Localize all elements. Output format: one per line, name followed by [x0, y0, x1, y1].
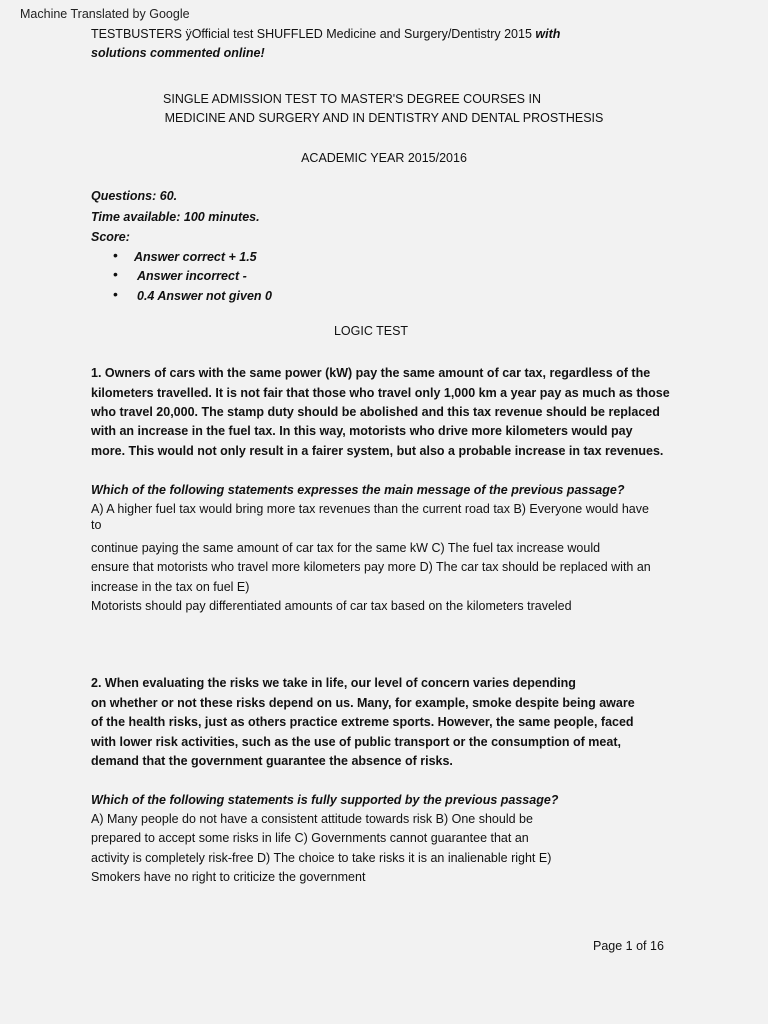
- q1-passage-line: kilometers travelled. It is not fair that those who travel only 1,000 km a year pay as much as those: [91, 386, 670, 400]
- score-correct: Answer correct + 1.5: [134, 250, 257, 264]
- score-not-given: 0.4 Answer not given 0: [137, 289, 272, 303]
- q2-passage-line: with lower risk activities, such as the use of public transport or the consumption of meat,: [91, 735, 621, 749]
- q2-question: Which of the following statements is fully supported by the previous passage?: [91, 793, 559, 807]
- questions-count: Questions: 60.: [91, 189, 178, 203]
- page-number: Page 1 of 16: [593, 939, 664, 953]
- machine-translation-watermark: Machine Translated by Google: [20, 7, 190, 21]
- title-line-1: SINGLE ADMISSION TEST TO MASTER'S DEGREE COURSES IN: [163, 92, 541, 106]
- header-text: TESTBUSTERS ÿOfficial test SHUFFLED Medicine and Surgery/Dentistry 2015: [91, 27, 536, 41]
- score-incorrect: Answer incorrect -: [137, 269, 247, 283]
- bullet-glyph: •: [113, 286, 118, 302]
- q1-answer-line: ensure that motorists who travel more kilometers pay more D) The car tax should be replaced with an: [91, 560, 651, 574]
- q1-answer-line: Motorists should pay differentiated amounts of car tax based on the kilometers traveled: [91, 599, 572, 613]
- q2-answer-line: Smokers have no right to criticize the government: [91, 870, 366, 884]
- q1-answer-line: to: [91, 518, 102, 532]
- q1-question: Which of the following statements expresses the main message of the previous passage?: [91, 483, 625, 497]
- q2-passage-line: on whether or not these risks depend on us. Many, for example, smoke despite being aware: [91, 696, 635, 710]
- q2-passage-line: of the health risks, just as others practice extreme sports. However, the same people, faced: [91, 715, 634, 729]
- q2-answer-line: activity is completely risk-free D) The choice to take risks it is an inalienable right E): [91, 851, 552, 865]
- q1-passage-line: who travel 20,000. The stamp duty should be abolished and this tax revenue should be replaced: [91, 405, 660, 419]
- q2-passage-line: demand that the government guarantee the absence of risks.: [91, 754, 453, 768]
- q1-answer-line: continue paying the same amount of car tax for the same kW C) The fuel tax increase would: [91, 541, 601, 555]
- title-line-2: MEDICINE AND SURGERY AND IN DENTISTRY AND DENTAL PROSTHESIS: [164, 111, 604, 125]
- q2-answer-line: A) Many people do not have a consistent attitude towards risk B) One should be: [91, 812, 533, 826]
- q2-passage-line: 2. When evaluating the risks we take in life, our level of concern varies depending: [91, 676, 576, 690]
- header-italic: with: [535, 27, 561, 41]
- academic-year: ACADEMIC YEAR 2015/2016: [301, 151, 467, 165]
- score-label: Score:: [91, 230, 130, 244]
- time-available: Time available: 100 minutes.: [91, 210, 260, 224]
- section-title: LOGIC TEST: [333, 324, 409, 338]
- q1-answer-line: increase in the tax on fuel E): [91, 580, 250, 594]
- header-line-1: [91, 27, 560, 41]
- q1-passage-line: 1. Owners of cars with the same power (kW) pay the same amount of car tax, regardless of the: [91, 366, 651, 380]
- q1-answer-line: A) A higher fuel tax would bring more tax revenues than the current road tax B) Everyone would have: [91, 502, 649, 516]
- q1-passage-line: with an increase in the fuel tax. In this way, motorists who drive more kilometers would pay: [91, 424, 633, 438]
- bullet-glyph: •: [113, 247, 118, 263]
- header-line-2: solutions commented online!: [91, 46, 265, 60]
- bullet-glyph: •: [113, 266, 118, 282]
- q1-passage-line: more. This would not only result in a fairer system, but also a probable increase in tax revenues.: [91, 444, 664, 458]
- q2-answer-line: prepared to accept some risks in life C) Governments cannot guarantee that an: [91, 831, 529, 845]
